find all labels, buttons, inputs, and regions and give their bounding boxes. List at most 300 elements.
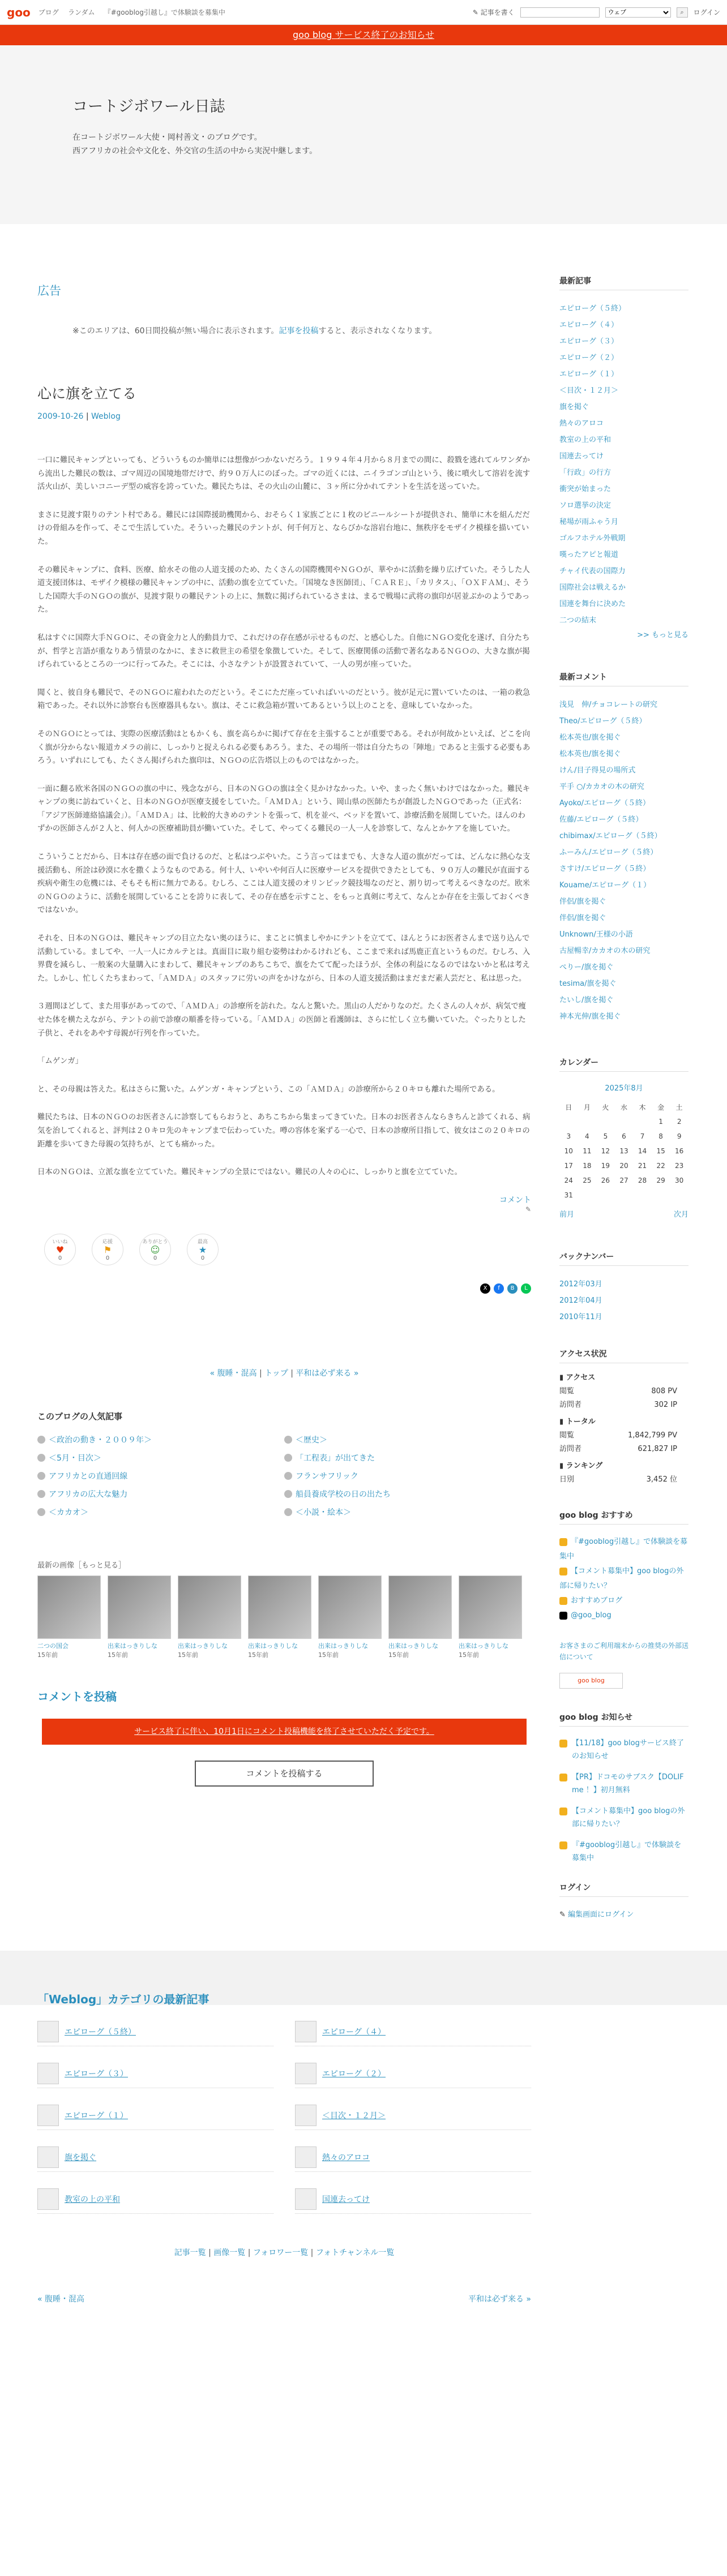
smile-icon: ☺ (150, 1244, 160, 1255)
backnumber-heading: バックナンバー (559, 1251, 688, 1266)
photo-date: 15年前 (318, 1651, 339, 1659)
category-post-link[interactable]: エピローグ（２） (322, 2069, 386, 2079)
category-post-link[interactable]: 熱々のアロコ (322, 2153, 370, 2162)
recent-post-link[interactable]: 教室の上の平和 (559, 436, 611, 444)
recent-image[interactable] (318, 1575, 382, 1659)
login-link[interactable]: ログイン (693, 8, 720, 16)
blog-description-line: 西アフリカの社会や文化を、外交官の生活の中から実況中継します。 (72, 147, 318, 156)
popular-item[interactable] (284, 1450, 531, 1465)
recent-comment-item (559, 746, 688, 762)
access-row (559, 1429, 688, 1442)
all-posts-link[interactable]: 記事一覧 (174, 2248, 206, 2257)
line-share-icon[interactable]: L (521, 1283, 531, 1294)
post-category[interactable]: Weblog (91, 412, 121, 421)
recent-comment-link[interactable]: けん/目子得見の場所式 (559, 766, 636, 775)
post-thumbnail-icon (37, 2063, 59, 2084)
reaction-label: いいね (52, 1239, 68, 1245)
calendar-weekday: 月 (583, 1103, 591, 1111)
photo-date: 15年前 (108, 1651, 128, 1659)
bottom-next-link[interactable]: 平和は必ず来る » (468, 2295, 531, 2304)
followers-link[interactable]: フォロワー一覧 (253, 2248, 309, 2257)
news-item (559, 1805, 688, 1831)
backnumber-item (559, 1293, 688, 1309)
recent-post-item (559, 596, 688, 612)
popular-item-label: フランサフリック (296, 1471, 358, 1481)
reaction-circle (92, 1234, 123, 1265)
recent-post-link[interactable]: エピローグ（４） (559, 321, 619, 329)
backnumber-link[interactable]: 2012年03月 (559, 1280, 602, 1289)
calendar-day: 18 (583, 1162, 592, 1170)
category-post-item[interactable] (295, 2184, 531, 2214)
photo-caption: 出来はっきりしな (178, 1642, 228, 1650)
recent-comment-item (559, 894, 688, 910)
recent-post-link[interactable]: チャイ代表の国際力 (559, 567, 626, 576)
post-paragraph: 私はすぐに国際大手ＮＧＯに、その資金力と人的動員力で、これだけの存在感が示せるものだ、と感心した。自他にＮＧＯ変化を遂げ、自分たちが、哲学と言語が重なりあう情景のなかに、まさに救世主の希望を象徴していた。そして、医療関係の活動で著名なあるＮＧＯの、大きな旗が掲げられているところの一つに行ってみた。そこには、小さなテントが設置されていて、一人の男が座っていた。 (37, 633, 530, 669)
recent-comment-item (559, 992, 688, 1008)
popular-item[interactable] (284, 1487, 531, 1501)
recent-comment-link[interactable]: 松本英也/旗を掲ぐ (559, 733, 621, 742)
calendar-weekday: 火 (602, 1103, 609, 1111)
calendar-prev-link[interactable]: 前月 (559, 1210, 575, 1219)
popular-item-label: アフリカとの直通回線 (49, 1471, 128, 1481)
goo-blog-badge[interactable]: goo blog (559, 1673, 623, 1689)
popular-item[interactable] (284, 1432, 531, 1447)
recent-comment-link[interactable]: ぺりー/旗を掲ぐ (559, 963, 614, 972)
access-heading: アクセス状況 (559, 1348, 688, 1363)
recent-post-link[interactable]: エピローグ（２） (559, 354, 619, 362)
x-share-icon[interactable]: X (480, 1283, 490, 1294)
calendar-weekdays (559, 1100, 688, 1114)
prev-post-link[interactable]: « 腹睡・混高 (209, 1368, 257, 1378)
access-row-value: 621,827 IP (638, 1445, 677, 1453)
calendar-day (559, 1114, 578, 1129)
recent-post-link[interactable]: エピローグ（１） (559, 370, 619, 379)
recent-comment-link[interactable]: tesima/旗を掲ぐ (559, 980, 617, 988)
sidebar (559, 224, 688, 1919)
recent-comment-item (559, 959, 688, 976)
post-date[interactable]: 2009-10-26 (37, 412, 84, 421)
recommend-list (559, 1535, 688, 1689)
recent-image[interactable] (459, 1575, 522, 1659)
recent-comment-item (559, 697, 688, 713)
recent-comment-link[interactable]: 佐藤/エピローグ（５終） (559, 815, 643, 824)
pen-icon: ✎ (472, 8, 478, 16)
comment-link-row (37, 1194, 531, 1213)
calendar-day (615, 1114, 634, 1129)
reaction-circle (139, 1234, 171, 1265)
recent-comment-link[interactable]: 伴侶/旗を掲ぐ (559, 914, 606, 922)
recommend-note[interactable]: お客さまのご利用端末からの推奨の外部送信について (559, 1642, 689, 1661)
post-thumbnail-icon (37, 2105, 59, 2126)
recent-image[interactable] (178, 1575, 241, 1659)
popular-item[interactable] (284, 1469, 531, 1483)
recent-post-link[interactable]: 「行政」の行方 (559, 469, 611, 477)
popular-item[interactable] (37, 1487, 284, 1501)
backnumber-item (559, 1309, 688, 1325)
access-row-value: 808 PV (651, 1387, 677, 1396)
photo-caption: 出来はっきりしな (108, 1642, 157, 1650)
search-input[interactable] (520, 7, 600, 18)
total-label-text: トータル (566, 1418, 596, 1426)
notice-icon (559, 1568, 567, 1575)
goo-logo[interactable]: goo (7, 5, 31, 19)
news-link[interactable]: 【コメント募集中】goo blogの外部に帰りたい？ (572, 1807, 685, 1828)
calendar-day (633, 1188, 652, 1203)
recommend-item (559, 1594, 688, 1608)
recent-post-item (559, 350, 688, 366)
recent-comment-item (559, 844, 688, 861)
edit-pen-icon[interactable]: ✎ (525, 1205, 531, 1213)
recommend-heading: goo blog おすすめ (559, 1509, 688, 1525)
recent-comment-link[interactable]: たいし/旗を掲ぐ (559, 996, 614, 1004)
ad-note-text: ※このエリアは、60日間投稿が無い場合に表示されます。 (72, 327, 279, 336)
post-thumbnail-icon (295, 2063, 317, 2084)
ad-heading: 広告 (37, 284, 61, 298)
topbar (0, 0, 727, 25)
calendar-day: 19 (601, 1162, 610, 1170)
recent-post-link[interactable]: 衝突が始まった (559, 485, 611, 493)
category-post-item[interactable] (37, 2184, 273, 2214)
calendar-week (559, 1129, 688, 1144)
recent-comment-item (559, 795, 688, 812)
pen-icon: ✎ (559, 1910, 566, 1919)
calendar-next-link[interactable]: 次月 (673, 1210, 688, 1219)
calendar-nav (559, 1208, 688, 1219)
calendar-day: 31 (564, 1191, 573, 1199)
recent-post-link[interactable]: 国連を舞台に決めた (559, 600, 626, 608)
recent-comment-link[interactable]: 浅見 伸/チョコレートの研究 (559, 701, 657, 709)
calendar-day: 26 (601, 1177, 610, 1184)
bottom-post-nav (37, 2293, 531, 2304)
all-images-link[interactable]: 画像一覧 (213, 2248, 246, 2257)
calendar-day: 15 (656, 1147, 665, 1155)
recent-comment-link[interactable]: 松本英也/旗を掲ぐ (559, 750, 621, 758)
recent-image[interactable] (37, 1575, 101, 1659)
news-link[interactable]: 【PR】ドコモのサブスク【DOLIF me ！】初月無料 (572, 1773, 684, 1794)
recent-post-link[interactable]: ＜目次・１２月＞ (559, 387, 619, 395)
calendar-day (670, 1188, 688, 1203)
recent-comment-link[interactable]: 神本光伸/旗を掲ぐ (559, 1012, 621, 1021)
recent-post-item (559, 465, 688, 481)
content-wrap (0, 224, 727, 1919)
post-comment-button[interactable]: コメントを投稿する (195, 1761, 374, 1787)
recent-post-item (559, 366, 688, 383)
recent-comment-link[interactable]: Kouame/エピローグ（１） (559, 881, 651, 890)
reaction-label: ありがとう (142, 1239, 168, 1245)
x-icon (559, 1612, 567, 1620)
popular-item[interactable] (37, 1469, 284, 1483)
recent-comment-link[interactable]: chibimax/エピローグ（５終） (559, 832, 662, 840)
post-paragraph: その難民キャンプに、食料、医療、給水その他の人道支援のため、たくさんの国際機関やＮＧＯが、華やかに活動を繰り広げていた。そうした人道支援団体は、モザイク模様の難民キャンプの中に、活動の旗を立てていた。「国境なき医師団」、「ＣＡＲＥ」、「カリタス」、「ＯＸＦＡＭ」、そうした国際大手のＮＧＯの旗が、見渡す限りの難民テントの上に、無数に掲げられているさまは、まるで戦場に武将の旗印が居並ぶかのようであった。 (37, 565, 530, 615)
calendar-day: 9 (677, 1132, 682, 1140)
ranking-label-text: ランキング (566, 1462, 603, 1470)
photo-thumbnail (318, 1575, 382, 1639)
post-paragraph: と、その母親は答えた。私はさらに驚いた。ムゲンガ・キャンプという、この「ＡＭＤＡ」の診療所から２０キロも離れた場所である。 (37, 1085, 500, 1094)
popular-item-label: ＜カカオ＞ (49, 1508, 88, 1517)
recent-post-item (559, 432, 688, 448)
calendar-week (559, 1188, 688, 1203)
recent-post-item (559, 612, 688, 629)
service-end-banner[interactable] (0, 25, 727, 45)
next-post-link[interactable]: 平和は必ず来る » (296, 1368, 359, 1378)
search-scope-select[interactable] (605, 7, 671, 18)
calendar-day: 28 (638, 1177, 647, 1184)
recent-comment-link[interactable]: ふーみん/エピローグ（５終） (559, 848, 658, 857)
post-paragraph: そのＮＧＯにとっては、実際の医療活動はともかくも、旗を高らかに掲げて存在を主張することが重要である。それが何故かといえば、どこを向く旗が分からない報道カメラの前に、しっかりと捉えられる必要もあろう。また、その場所一帯は自分たちの「陣地」であると主張する必要もあろう。いずれにしても、たくさん掲げられた旗印は、ＮＧＯの広告塔以上のものではなかった。 (37, 729, 531, 766)
category-post-link[interactable]: エピローグ（１） (65, 2111, 128, 2120)
recommend-item (559, 1608, 688, 1623)
category-post-link[interactable]: 旗を掲ぐ (65, 2153, 96, 2162)
bullet-icon (37, 1436, 45, 1444)
calendar-month: 2025年8月 (605, 1084, 643, 1093)
recent-post-link[interactable]: 国際社会は戦えるか (559, 583, 626, 592)
photo-caption: 出来はっきりしな (459, 1642, 508, 1650)
calendar (559, 1082, 688, 1219)
ranking-label (559, 1459, 688, 1473)
recent-post-item (559, 530, 688, 547)
calendar-day: 7 (640, 1132, 645, 1140)
recent-comment-item (559, 713, 688, 729)
photo-thumbnail (459, 1575, 522, 1639)
recent-comment-item (559, 729, 688, 746)
recent-post-link[interactable]: 秘場が雨ふゃう月 (559, 518, 619, 526)
recent-post-link[interactable]: 旗を掲ぐ (559, 403, 589, 411)
recommend-link[interactable]: 『#gooblog引越し』で体験談を募集中 (559, 1538, 688, 1561)
popular-item[interactable] (284, 1505, 531, 1519)
access-label (559, 1371, 688, 1385)
recent-post-link[interactable]: ソロ選挙の決定 (559, 501, 611, 510)
calendar-weekday: 水 (620, 1103, 627, 1111)
access-row-value: 3,452 位 (646, 1475, 677, 1484)
category-section (0, 1990, 727, 2304)
photo-caption: 出来はっきりしな (318, 1642, 368, 1650)
calendar-day: 4 (585, 1132, 589, 1140)
hatena-share-icon[interactable]: B (507, 1283, 518, 1294)
backnumber-item (559, 1276, 688, 1293)
category-post-item[interactable] (295, 2017, 531, 2046)
bottom-prev-link[interactable]: « 腹睡・混高 (37, 2295, 85, 2304)
calendar-day: 22 (656, 1162, 665, 1170)
recent-post-item (559, 514, 688, 530)
news-item (559, 1839, 688, 1865)
category-post-link[interactable]: エピローグ（５終） (65, 2027, 136, 2037)
flag-icon: ⚑ (103, 1244, 112, 1255)
ad-post-link[interactable]: 記事を投稿 (279, 327, 319, 336)
admin-login-link[interactable]: 編集画面にログイン (568, 1910, 634, 1919)
category-post-link[interactable]: 国連去ってけ (322, 2195, 370, 2204)
post-meta: 2009-10-26 | Weblog (37, 412, 121, 421)
total-label (559, 1415, 688, 1429)
calendar-day: 10 (564, 1147, 573, 1155)
post-title[interactable]: 心に旗を立てる (37, 385, 137, 402)
news-link[interactable]: 【11/18】goo blogサービス終了のお知らせ (572, 1739, 684, 1761)
recent-image[interactable] (108, 1575, 171, 1659)
login-heading: ログイン (559, 1882, 688, 1897)
reaction-cheer-button[interactable] (89, 1234, 126, 1265)
reaction-best-button[interactable] (185, 1234, 221, 1265)
search-button[interactable] (677, 7, 688, 18)
category-post-link[interactable]: エピローグ（４） (322, 2027, 386, 2037)
category-post-item[interactable] (37, 2101, 273, 2130)
comment-end-notice[interactable]: サービス終了に伴い、10月1日にコメント投稿機能を終了させていただく予定です。 (42, 1719, 527, 1745)
topnav-blog[interactable]: ブログ (38, 8, 59, 16)
recent-comment-item (559, 926, 688, 943)
recent-comment-link[interactable]: さすけ/エピローグ（５終） (559, 865, 651, 873)
bullet-icon (284, 1508, 292, 1516)
bullet-icon (37, 1508, 45, 1516)
share-buttons (37, 1283, 531, 1294)
recent-comment-item (559, 812, 688, 828)
calendar-week (559, 1173, 688, 1188)
main-column (37, 224, 531, 1919)
calendar-day (578, 1188, 597, 1203)
backnumber-link[interactable]: 2010年11月 (559, 1313, 602, 1321)
top-link[interactable]: トップ (264, 1368, 288, 1378)
recent-comments-list (559, 697, 688, 1025)
calendar-day (578, 1114, 597, 1129)
recent-post-item (559, 497, 688, 514)
popular-item-label: ＜歴史＞ (296, 1435, 327, 1445)
category-post-item[interactable] (37, 2143, 273, 2172)
calendar-day: 16 (675, 1147, 684, 1155)
news-link[interactable]: 『#gooblog引越し』で体験談を募集中 (572, 1841, 682, 1862)
notice-icon (559, 1538, 567, 1546)
photo-channels-link[interactable]: フォトチャンネル一覧 (315, 2248, 395, 2257)
calendar-day (633, 1114, 652, 1129)
access-row-label: 閲覧 (559, 1387, 575, 1396)
category-posts (37, 2017, 531, 2214)
reaction-like-button[interactable] (42, 1234, 78, 1265)
post-paragraph: 難民たちは、日本のＮＧＯのお医者さんに診察してもらおうと、あちこちから集まってきていた。日本のお医者さんならきちんと診てくれる、病気を治してくれると、評判は２０キロ先のキャンプまで伝わっていた。噂の容体を案ずる一心で、日本の診療所目指して、彼女はこの２０キロの距離を歩いてきた母親の気持ちが、とても痛かった。 (37, 1113, 531, 1149)
calendar-day: 24 (564, 1177, 573, 1184)
photo-date: 15年前 (459, 1651, 479, 1659)
access-row (559, 1385, 688, 1398)
reaction-label: 応援 (102, 1239, 113, 1245)
calendar-day: 13 (619, 1147, 628, 1155)
login-row (559, 1908, 688, 1919)
top-right (473, 7, 720, 18)
recent-comment-item (559, 877, 688, 894)
recent-image[interactable] (248, 1575, 311, 1659)
comment-link[interactable]: コメント (499, 1195, 531, 1205)
photo-caption: 出来はっきりしな (248, 1642, 298, 1650)
bullet-icon (284, 1436, 292, 1444)
reaction-thanks-button[interactable] (137, 1234, 173, 1265)
recent-post-link[interactable]: 二つの結末 (559, 616, 597, 625)
ad-note (72, 325, 531, 336)
backnumber-link[interactable]: 2012年04月 (559, 1296, 602, 1305)
category-post-item[interactable] (295, 2101, 531, 2130)
calendar-days (559, 1114, 688, 1203)
topnav-random[interactable]: ランダム (67, 8, 95, 16)
access-row-value: 1,842,799 PV (627, 1431, 677, 1440)
recent-comment-item (559, 1008, 688, 1025)
recommend-link[interactable]: 【コメント募集中】goo blogの外部に帰りたい？ (559, 1567, 684, 1590)
recent-post-link[interactable]: ゴルフホテル外戦期 (559, 534, 626, 543)
category-post-link[interactable]: 教室の上の平和 (65, 2195, 120, 2204)
recent-post-link[interactable]: エピローグ（３） (559, 337, 619, 346)
post-thumbnail-icon (295, 2021, 317, 2042)
access-stats (559, 1371, 688, 1487)
post-body (37, 454, 531, 1179)
popular-item[interactable] (37, 1505, 284, 1519)
category-post-link[interactable]: ＜目次・１２月＞ (322, 2111, 386, 2120)
post-thumbnail-icon (37, 2021, 59, 2042)
category-post-item[interactable] (37, 2059, 273, 2088)
popular-item[interactable] (37, 1450, 284, 1465)
backnumber-list (559, 1276, 688, 1325)
photo-caption: 出来はっきりしな (388, 1642, 438, 1650)
chart-icon: ▮ (559, 1373, 564, 1382)
news-item (559, 1771, 688, 1797)
recent-post-link[interactable]: 熱々のアロコ (559, 419, 604, 428)
popular-item-label: ＜小説・絵本＞ (296, 1508, 351, 1517)
chart-icon: ▮ (559, 1462, 564, 1470)
recent-image[interactable] (388, 1575, 452, 1659)
comment-form-heading: コメントを投稿 (37, 1689, 117, 1703)
recent-comment-link[interactable]: Ayoko/エピローグ（５終） (559, 799, 651, 808)
post-paragraph: 一口に難民キャンプといっても、どういうものか簡単には想像がつかないだろう。１９９４年４月から８月までの間に、殺戮を逃れてルワンダから流出した難民の数は、ゴマ周辺の国境地帯だけで、約９０万人にのぼった。ゴマの近くには、ニイラゴンゴ山という、後に噴火して溶岩を流す活火山が、美しいコニーデ型の威容を誇っていた。難民たちは、その火山の山麓に、３ヶ所に分かれてテントを生活を送っていた。 (37, 456, 531, 492)
recent-post-link[interactable]: 嘆ったアピと報道 (559, 551, 619, 559)
recent-comment-link[interactable]: Theo/エピローグ（５終） (559, 717, 647, 725)
news-item (559, 1737, 688, 1763)
write-post-link[interactable] (473, 7, 515, 17)
star-icon: ★ (198, 1244, 207, 1255)
notice-icon (559, 1597, 567, 1605)
recent-more-link[interactable]: >> もっと見る (637, 631, 688, 639)
recent-comment-link[interactable]: Unknown/王様の小語 (559, 930, 633, 939)
calendar-weekday: 金 (657, 1103, 665, 1111)
recent-comment-link[interactable]: 平手 ○/カカオの木の研究 (559, 783, 644, 791)
facebook-share-icon[interactable]: f (494, 1283, 504, 1294)
popular-item-label: ＜5月・目次＞ (49, 1453, 101, 1463)
recent-comment-item (559, 779, 688, 795)
category-post-item[interactable] (37, 2017, 273, 2046)
post-thumbnail-icon (295, 2146, 317, 2168)
recommend-link[interactable]: @goo_blog (571, 1611, 611, 1620)
recent-comment-link[interactable]: 伴侶/旗を掲ぐ (559, 898, 606, 906)
reaction-buttons (42, 1234, 531, 1265)
calendar-day: 12 (601, 1147, 610, 1155)
category-post-item[interactable] (295, 2143, 531, 2172)
recent-comment-item (559, 943, 688, 959)
news-icon (559, 1774, 567, 1781)
topnav-campaign[interactable]: 『#gooblog引越し』で体験談を募集中 (104, 8, 225, 16)
news-list (559, 1737, 688, 1865)
recent-post-item (559, 481, 688, 497)
calendar-day: 30 (675, 1177, 684, 1184)
reaction-count: 0 (105, 1255, 110, 1261)
recent-post-item (559, 383, 688, 399)
recent-post-link[interactable]: 国連去ってけ (559, 452, 604, 461)
blog-description (72, 131, 727, 158)
calendar-day: 11 (583, 1147, 592, 1155)
recommend-link[interactable]: おすすめブログ (571, 1596, 623, 1605)
news-heading: goo blog お知らせ (559, 1711, 688, 1727)
category-post-item[interactable] (295, 2059, 531, 2088)
recent-post-link[interactable]: エピローグ（５終） (559, 304, 626, 313)
calendar-day: 2 (677, 1118, 682, 1126)
recent-images-heading[interactable]: 最新の画像［もっと見る］ (37, 1561, 126, 1570)
popular-item[interactable] (37, 1432, 284, 1447)
calendar-day: 17 (564, 1162, 573, 1170)
category-post-link[interactable]: エピローグ（３） (65, 2069, 128, 2079)
post-thumbnail-icon (37, 2188, 59, 2210)
post-paragraph: 一面に翻る欧米各国のＮＧＯの旗の中に、残念ながら、日本のＮＧＯの旗は全く見かけなかった。いや、まったく無いわけではなかった。難民キャンプの奥に訪ねていくと、日本のＮＧＯが医療支援をしていた。「ＡＭＤＡ」という、岡山県の医師たちが創設したＮＧＯであった（正式名：「アジア医師連絡協議会」）。「ＡＭＤＡ」は、比較的大きめのテントを張って、机を並べ、ベッドを置いて、診療活動を展開していた。ほんのわずかの医師さんが２人と、何人かの医療補助員が働いていた。そして、やってくる難民の一人一人を診察して、なんとかケアを施していた。 (37, 784, 531, 834)
blog-title[interactable]: コートジボワール日誌 (72, 98, 225, 115)
calendar-weekday: 土 (675, 1103, 683, 1111)
recent-comment-link[interactable]: 古屋暢幸/カカオの木の研究 (559, 947, 651, 955)
